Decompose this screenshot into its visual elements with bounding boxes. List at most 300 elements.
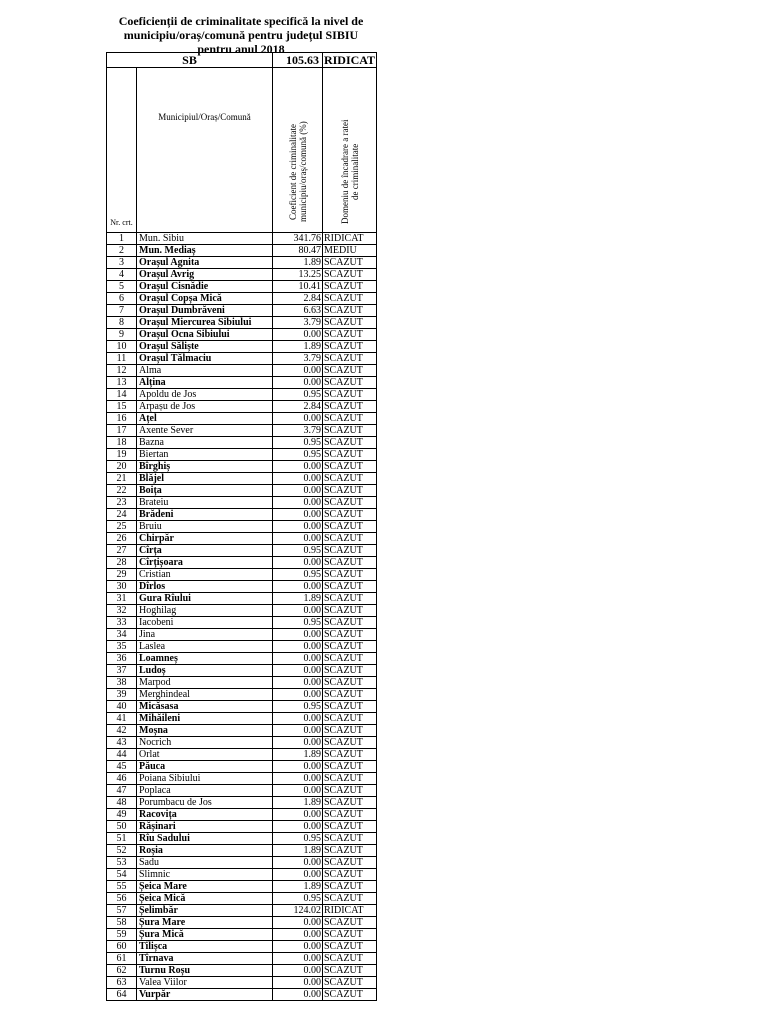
municipality-name: Ludoș [137,665,273,677]
coefficient-value: 2.84 [273,401,323,413]
coefficient-value: 0.00 [273,497,323,509]
table-row [107,701,377,713]
row-number: 11 [107,353,137,365]
municipality-name: Mun. Mediaș [137,245,273,257]
coefficient-value: 0.00 [273,761,323,773]
coefficient-value: 0.00 [273,869,323,881]
table-row [107,305,377,317]
row-number: 54 [107,869,137,881]
row-number: 51 [107,833,137,845]
table-row [107,821,377,833]
municipality-name: Șeica Mare [137,881,273,893]
municipality-name: Orașul Avrig [137,269,273,281]
municipality-name: Șura Mică [137,929,273,941]
coefficient-value: 0.00 [273,737,323,749]
municipality-name: Arpașu de Jos [137,401,273,413]
row-number: 55 [107,881,137,893]
level-value: SCAZUT [323,641,377,653]
coefficient-value: 0.00 [273,953,323,965]
table-row [107,521,377,533]
level-value: SCAZUT [323,269,377,281]
municipality-name: Orașul Agnita [137,257,273,269]
municipality-name: Brădeni [137,509,273,521]
municipality-name: Axente Sever [137,425,273,437]
table-row [107,365,377,377]
level-value: SCAZUT [323,845,377,857]
coefficient-value: 0.95 [273,437,323,449]
table-row [107,401,377,413]
coefficient-value: 0.00 [273,665,323,677]
level-value: RIDICAT [323,233,377,245]
coefficient-value: 10.41 [273,281,323,293]
row-number: 23 [107,497,137,509]
table-row [107,509,377,521]
coefficient-value: 0.95 [273,833,323,845]
table-row [107,977,377,989]
level-value: SCAZUT [323,773,377,785]
level-value: SCAZUT [323,941,377,953]
table-row [107,941,377,953]
row-number: 50 [107,821,137,833]
header-domain: Domeniu de încadrare a ratei de criminalitate [339,119,360,225]
table-row [107,497,377,509]
row-number: 8 [107,317,137,329]
row-number: 42 [107,725,137,737]
level-value: SCAZUT [323,761,377,773]
level-value: SCAZUT [323,677,377,689]
row-number: 24 [107,509,137,521]
level-value: SCAZUT [323,809,377,821]
level-value: SCAZUT [323,665,377,677]
table-row [107,329,377,341]
table-row [107,557,377,569]
table-row [107,461,377,473]
row-number: 56 [107,893,137,905]
row-number: 35 [107,641,137,653]
level-value: SCAZUT [323,449,377,461]
coefficient-value: 0.00 [273,365,323,377]
row-number: 9 [107,329,137,341]
row-number: 44 [107,749,137,761]
table-row [107,257,377,269]
coefficient-value: 0.95 [273,545,323,557]
row-number: 5 [107,281,137,293]
level-value: SCAZUT [323,713,377,725]
municipality-name: Turnu Roșu [137,965,273,977]
municipality-name: Hoghilag [137,605,273,617]
municipality-name: Ațel [137,413,273,425]
level-value: SCAZUT [323,965,377,977]
municipality-name: Apoldu de Jos [137,389,273,401]
table-row [107,377,377,389]
row-number: 49 [107,809,137,821]
level-value: SCAZUT [323,437,377,449]
coefficient-value: 0.00 [273,917,323,929]
row-number: 47 [107,785,137,797]
municipality-name: Iacobeni [137,617,273,629]
level-value: SCAZUT [323,353,377,365]
coefficient-value: 0.00 [273,581,323,593]
table-row [107,605,377,617]
table-row [107,845,377,857]
row-number: 31 [107,593,137,605]
row-number: 33 [107,617,137,629]
municipality-name: Blăjel [137,473,273,485]
municipality-name: Orașul Dumbrăveni [137,305,273,317]
coefficient-value: 1.89 [273,341,323,353]
coefficient-value: 0.00 [273,641,323,653]
municipality-name: Alțina [137,377,273,389]
coefficient-value: 0.95 [273,893,323,905]
level-value: SCAZUT [323,557,377,569]
coefficient-value: 0.00 [273,713,323,725]
level-value: SCAZUT [323,425,377,437]
table-row [107,833,377,845]
level-value: SCAZUT [323,317,377,329]
coefficient-value: 0.00 [273,689,323,701]
municipality-name: Merghindeal [137,689,273,701]
row-number: 1 [107,233,137,245]
table-row [107,737,377,749]
row-number: 61 [107,953,137,965]
level-value: SCAZUT [323,653,377,665]
level-value: SCAZUT [323,509,377,521]
municipality-name: Mun. Sibiu [137,233,273,245]
municipality-name: Laslea [137,641,273,653]
level-value: SCAZUT [323,329,377,341]
county-coefficient: 105.63 [273,53,323,68]
row-number: 59 [107,929,137,941]
table-row [107,641,377,653]
row-number: 41 [107,713,137,725]
level-value: RIDICAT [323,905,377,917]
table-row [107,809,377,821]
municipality-name: Jina [137,629,273,641]
coefficient-value: 0.00 [273,821,323,833]
table-row [107,569,377,581]
level-value: SCAZUT [323,953,377,965]
row-number: 22 [107,485,137,497]
table-row [107,761,377,773]
municipality-name: Cristian [137,569,273,581]
coefficient-value: 1.89 [273,845,323,857]
coefficient-value: 0.00 [273,785,323,797]
coefficient-value: 1.89 [273,593,323,605]
level-value: SCAZUT [323,893,377,905]
table-row [107,233,377,245]
level-value: SCAZUT [323,341,377,353]
level-value: SCAZUT [323,605,377,617]
table-row [107,677,377,689]
header-row [107,68,377,233]
row-number: 60 [107,941,137,953]
municipality-name: Mihăileni [137,713,273,725]
row-number: 45 [107,761,137,773]
coefficient-value: 0.00 [273,941,323,953]
table-row [107,281,377,293]
coefficient-value: 1.89 [273,749,323,761]
level-value: SCAZUT [323,365,377,377]
level-value: SCAZUT [323,389,377,401]
coefficient-value: 341.76 [273,233,323,245]
municipality-name: Gura Rîului [137,593,273,605]
coefficient-value: 0.00 [273,509,323,521]
level-value: SCAZUT [323,881,377,893]
row-number: 21 [107,473,137,485]
table-row [107,317,377,329]
row-number: 48 [107,797,137,809]
coefficient-value: 0.00 [273,977,323,989]
row-number: 52 [107,845,137,857]
municipality-name: Porumbacu de Jos [137,797,273,809]
table-row [107,413,377,425]
row-number: 7 [107,305,137,317]
row-number: 6 [107,293,137,305]
municipality-name: Brateiu [137,497,273,509]
level-value: SCAZUT [323,305,377,317]
level-value: SCAZUT [323,689,377,701]
row-number: 53 [107,857,137,869]
level-value: SCAZUT [323,257,377,269]
table-row [107,965,377,977]
level-value: SCAZUT [323,737,377,749]
coefficient-value: 0.00 [273,989,323,1001]
level-value: SCAZUT [323,485,377,497]
municipality-name: Cîrțișoara [137,557,273,569]
row-number: 64 [107,989,137,1001]
row-number: 13 [107,377,137,389]
coefficient-value: 6.63 [273,305,323,317]
level-value: SCAZUT [323,749,377,761]
municipality-name: Tîrnava [137,953,273,965]
row-number: 4 [107,269,137,281]
municipality-name: Șeica Mică [137,893,273,905]
municipality-name: Biertan [137,449,273,461]
table-row [107,689,377,701]
row-number: 32 [107,605,137,617]
row-number: 46 [107,773,137,785]
table-row [107,917,377,929]
crime-coefficient-table [106,52,377,1001]
table-row [107,485,377,497]
coefficient-value: 0.00 [273,725,323,737]
table-row [107,293,377,305]
row-number: 27 [107,545,137,557]
row-number: 28 [107,557,137,569]
coefficient-value: 0.00 [273,857,323,869]
level-value: SCAZUT [323,521,377,533]
table-row [107,857,377,869]
level-value: SCAZUT [323,377,377,389]
row-number: 36 [107,653,137,665]
row-number: 39 [107,689,137,701]
level-value: SCAZUT [323,929,377,941]
row-number: 29 [107,569,137,581]
level-value: SCAZUT [323,797,377,809]
coefficient-value: 0.00 [273,677,323,689]
level-value: SCAZUT [323,401,377,413]
row-number: 37 [107,665,137,677]
coefficient-value: 0.95 [273,701,323,713]
table-row [107,989,377,1001]
table-row [107,725,377,737]
level-value: SCAZUT [323,917,377,929]
municipality-name: Orlat [137,749,273,761]
municipality-name: Șura Mare [137,917,273,929]
municipality-name: Orașul Ocna Sibiului [137,329,273,341]
coefficient-value: 1.89 [273,797,323,809]
municipality-name: Chirpăr [137,533,273,545]
coefficient-value: 124.02 [273,905,323,917]
municipality-name: Nocrich [137,737,273,749]
level-value: SCAZUT [323,833,377,845]
county-level: RIDICAT [323,52,376,67]
table-row [107,773,377,785]
table-row [107,929,377,941]
table-row [107,629,377,641]
summary-row [107,53,377,68]
level-value: SCAZUT [323,857,377,869]
row-number: 62 [107,965,137,977]
level-value: SCAZUT [323,989,377,1001]
municipality-name: Micăsasa [137,701,273,713]
row-number: 2 [107,245,137,257]
row-number: 17 [107,425,137,437]
row-number: 58 [107,917,137,929]
table-row [107,533,377,545]
municipality-name: Roșia [137,845,273,857]
table-row [107,905,377,917]
municipality-name: Bruiu [137,521,273,533]
table-row [107,425,377,437]
coefficient-value: 0.00 [273,329,323,341]
municipality-name: Șelimbăr [137,905,273,917]
level-value: MEDIU [323,245,377,257]
municipality-name: Bazna [137,437,273,449]
coefficient-value: 3.79 [273,317,323,329]
table-row [107,749,377,761]
municipality-name: Rășinari [137,821,273,833]
level-value: SCAZUT [323,593,377,605]
table-row [107,953,377,965]
table-row [107,545,377,557]
row-number: 30 [107,581,137,593]
table-row [107,245,377,257]
coefficient-value: 0.00 [273,965,323,977]
coefficient-value: 1.89 [273,257,323,269]
coefficient-value: 0.95 [273,389,323,401]
coefficient-value: 3.79 [273,353,323,365]
municipality-name: Vurpăr [137,989,273,1001]
table-row [107,713,377,725]
header-nr: Nr. crt. [107,68,137,233]
level-value: SCAZUT [323,785,377,797]
table-row [107,581,377,593]
municipality-name: Orașul Cisnădie [137,281,273,293]
row-number: 18 [107,437,137,449]
row-number: 14 [107,389,137,401]
level-value: SCAZUT [323,869,377,881]
coefficient-value: 80.47 [273,245,323,257]
level-value: SCAZUT [323,461,377,473]
row-number: 40 [107,701,137,713]
row-number: 20 [107,461,137,473]
coefficient-value: 0.00 [273,929,323,941]
level-value: SCAZUT [323,281,377,293]
level-value: SCAZUT [323,413,377,425]
table-row [107,785,377,797]
level-value: SCAZUT [323,821,377,833]
level-value: SCAZUT [323,629,377,641]
county-code: SB [107,53,273,68]
municipality-name: Tilișca [137,941,273,953]
level-value: SCAZUT [323,617,377,629]
municipality-name: Poplaca [137,785,273,797]
row-number: 10 [107,341,137,353]
row-number: 25 [107,521,137,533]
coefficient-value: 0.00 [273,413,323,425]
header-coefficient: Coeficient de criminalitate municipiu/oraș/comună (%) [287,121,308,223]
level-value: SCAZUT [323,725,377,737]
table-row [107,473,377,485]
header-municipality: Municipiul/Oraș/Comună [137,68,273,233]
header-coefficient-cell [273,68,323,233]
row-number: 57 [107,905,137,917]
municipality-name: Rîu Sadului [137,833,273,845]
row-number: 43 [107,737,137,749]
table-row [107,665,377,677]
coefficient-value: 0.00 [273,629,323,641]
table-row [107,353,377,365]
table-row [107,797,377,809]
coefficient-value: 2.84 [273,293,323,305]
level-value: SCAZUT [323,569,377,581]
table-row [107,593,377,605]
coefficient-value: 13.25 [273,269,323,281]
row-number: 15 [107,401,137,413]
municipality-name: Moșna [137,725,273,737]
row-number: 16 [107,413,137,425]
level-value: SCAZUT [323,473,377,485]
coefficient-value: 1.89 [273,881,323,893]
row-number: 26 [107,533,137,545]
level-value: SCAZUT [323,497,377,509]
table-row [107,341,377,353]
coefficient-value: 0.00 [273,557,323,569]
coefficient-value: 0.00 [273,773,323,785]
table-row [107,389,377,401]
table-row [107,881,377,893]
municipality-name: Alma [137,365,273,377]
municipality-name: Poiana Sibiului [137,773,273,785]
municipality-name: Cîrța [137,545,273,557]
row-number: 63 [107,977,137,989]
municipality-name: Loamneș [137,653,273,665]
municipality-name: Orașul Copșa Mică [137,293,273,305]
coefficient-value: 0.95 [273,449,323,461]
level-value: SCAZUT [323,977,377,989]
document-title: Coeficienții de criminalitate specifică la nivel de municipiu/oraș/comună pentru județul SIBIU pentru anul 2018 [118,14,364,56]
municipality-name: Marpod [137,677,273,689]
municipality-name: Bîrghiș [137,461,273,473]
municipality-name: Păuca [137,761,273,773]
coefficient-value: 0.00 [273,533,323,545]
coefficient-value: 0.95 [273,569,323,581]
level-value: SCAZUT [323,293,377,305]
municipality-name: Racovița [137,809,273,821]
coefficient-value: 3.79 [273,425,323,437]
coefficient-value: 0.00 [273,461,323,473]
